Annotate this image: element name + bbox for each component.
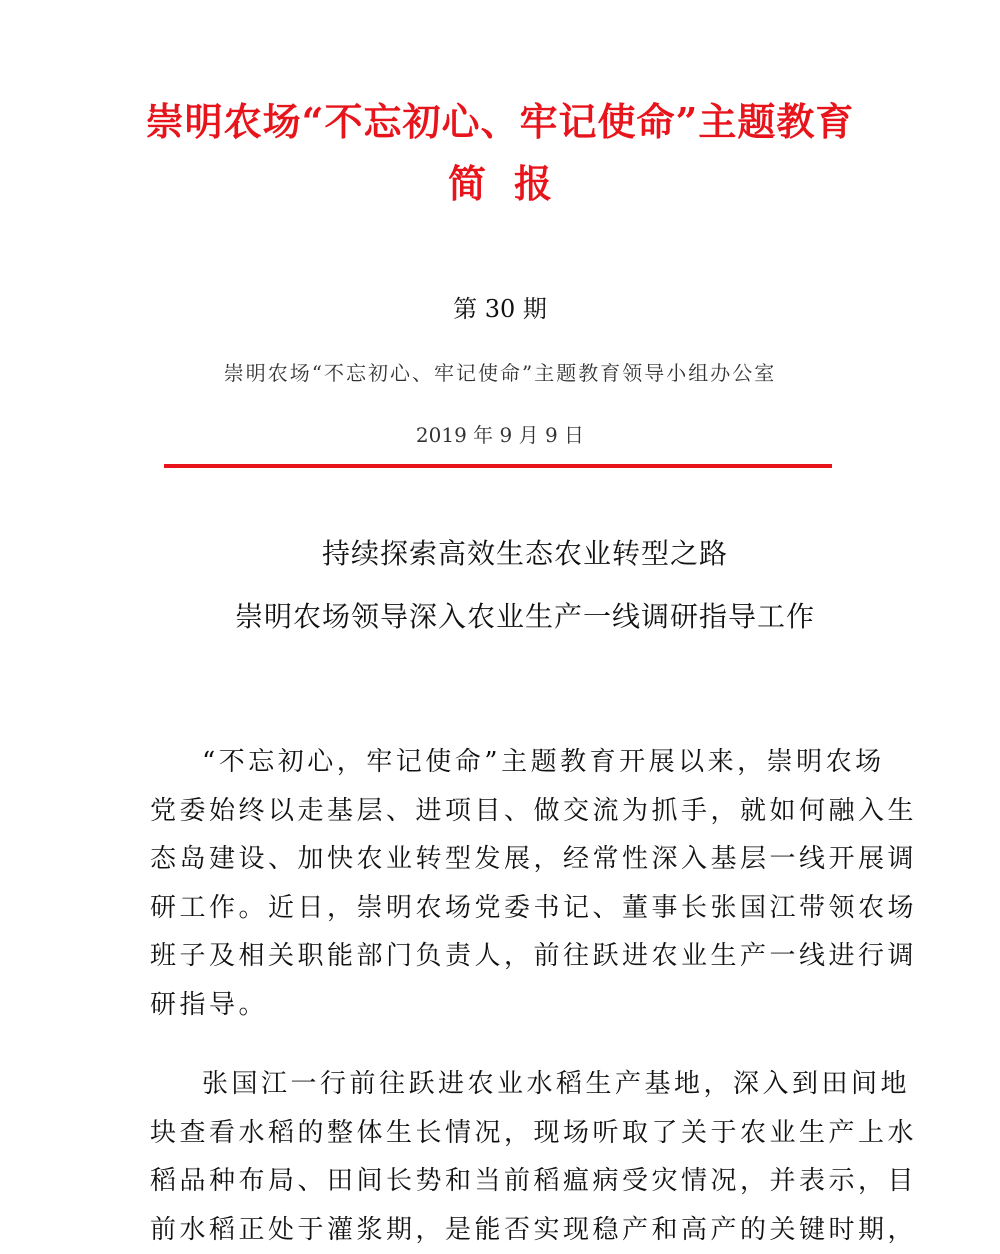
paragraph-line: 块查看水稻的整体生长情况，现场听取了关于农业生产上水 [150,1109,850,1158]
paragraph-line: 前水稻正处于灌浆期，是能否实现稳产和高产的关键时期， [150,1206,850,1254]
bulletin-subtitle: 简报 [0,158,1000,210]
issuing-office: 崇明农场“不忘初心、牢记使命”主题教育领导小组办公室 [0,358,1000,388]
paragraph-line: “不忘初心，牢记使命”主题教育开展以来，崇明农场 [150,738,850,787]
red-divider-rule [164,464,832,468]
paragraph-line: 班子及相关职能部门负责人，前往跃进农业生产一线进行调 [150,932,850,981]
issue-date: 2019 年 9 月 9 日 [0,420,1000,450]
article-subheadline: 崇明农场领导深入农业生产一线调研指导工作 [0,597,1000,637]
bulletin-title: 崇明农场“不忘初心、牢记使命”主题教育 [0,96,1000,148]
paragraph-line: 研指导。 [150,981,850,1030]
paragraph-line: 党委始终以走基层、进项目、做交流为抓手，就如何融入生 [150,787,850,836]
article-headline: 持续探索高效生态农业转型之路 [0,534,1000,574]
paragraph-line: 态岛建设、加快农业转型发展，经常性深入基层一线开展调 [150,835,850,884]
paragraph-line: 稻品种布局、田间长势和当前稻瘟病受灾情况，并表示，目 [150,1157,850,1206]
issue-number: 第 30 期 [0,292,1000,326]
paragraph-line: 张国江一行前往跃进农业水稻生产基地，深入到田间地 [150,1060,850,1109]
article-paragraph-1 [150,738,850,1029]
paragraph-line: 研工作。近日，崇明农场党委书记、董事长张国江带领农场 [150,884,850,933]
article-paragraph-2 [150,1060,850,1254]
